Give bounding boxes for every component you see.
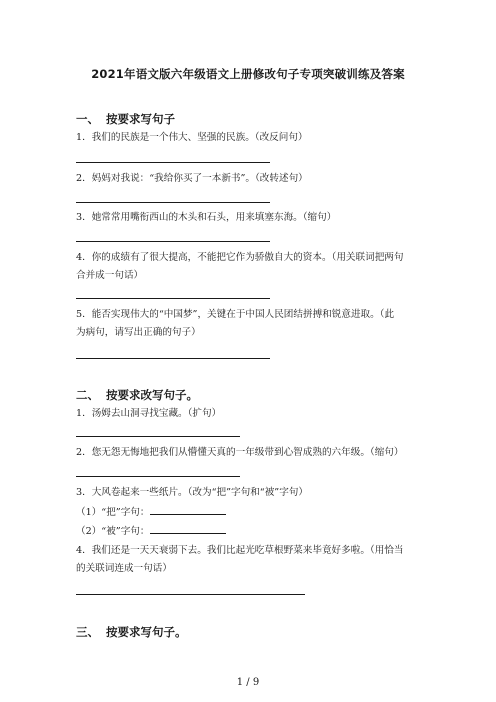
section-title: 按要求写句子。 (106, 625, 187, 639)
question-text-continued: 为病句，请写出正确的句子） (76, 327, 201, 338)
question-text-continued: 合并成一句话） (76, 270, 144, 281)
sub-question (76, 505, 226, 519)
sub-question-label: （1）“把”字句： (76, 507, 150, 518)
document-title: 2021年语文版六年级语文上册修改句子专项突破训练及答案 (91, 67, 405, 81)
answer-line[interactable] (76, 358, 270, 359)
section-heading (76, 387, 198, 403)
answer-line[interactable] (76, 476, 240, 477)
section-title: 按要求改写句子。 (106, 388, 198, 402)
question-text: 4．我们还是一天天衰弱下去。我们比起光吃草根野菜来毕竟好多啦。（用恰当 (76, 545, 404, 556)
question-text-continued: 的关联词连成一句话） (76, 563, 172, 574)
section-heading (76, 624, 187, 640)
answer-line[interactable] (76, 202, 270, 203)
question-text: 3．她常常用嘴衔西山的木头和石头，用来填塞东海。（缩句） (76, 212, 337, 223)
answer-line[interactable] (76, 436, 240, 437)
question-text: 1．汤姆去山洞寻找宝藏。（扩句） (76, 408, 222, 419)
sub-question-label: （2）“被”字句： (76, 526, 150, 537)
section-number: 二、 (76, 388, 99, 402)
section-title: 按要求写句子 (106, 112, 175, 126)
question-text: 3．大风卷起来一些纸片。（改为“把”字句和“被”字句） (76, 487, 308, 498)
question-text: 5．能否实现伟大的“中国梦”，关键在于中国人民团结拼搏和锐意进取。（此 (76, 309, 395, 320)
question-text: 2．您无怨无悔地把我们从懵懂天真的一年级带到心智成熟的六年级。（缩句） (76, 447, 404, 458)
answer-line[interactable] (76, 241, 270, 242)
section-number: 一、 (76, 112, 99, 126)
question-text: 1．我们的民族是一个伟大、坚强的民族。（改反问句） (76, 132, 308, 143)
section-heading (76, 111, 175, 127)
question-text: 4．你的成绩有了很大提高，不能把它作为骄傲自大的资本。（用关联词把两句 (76, 252, 404, 263)
sub-question (76, 524, 226, 538)
answer-line[interactable] (76, 298, 270, 299)
question-text: 2．妈妈对我说：“我给你买了一本新书”。（改转述句） (76, 173, 308, 184)
section-number: 三、 (76, 625, 99, 639)
answer-line[interactable] (76, 594, 305, 595)
page-indicator: 1 / 9 (236, 677, 260, 688)
answer-blank[interactable] (150, 524, 226, 534)
answer-line[interactable] (76, 162, 270, 163)
answer-blank[interactable] (150, 505, 226, 515)
